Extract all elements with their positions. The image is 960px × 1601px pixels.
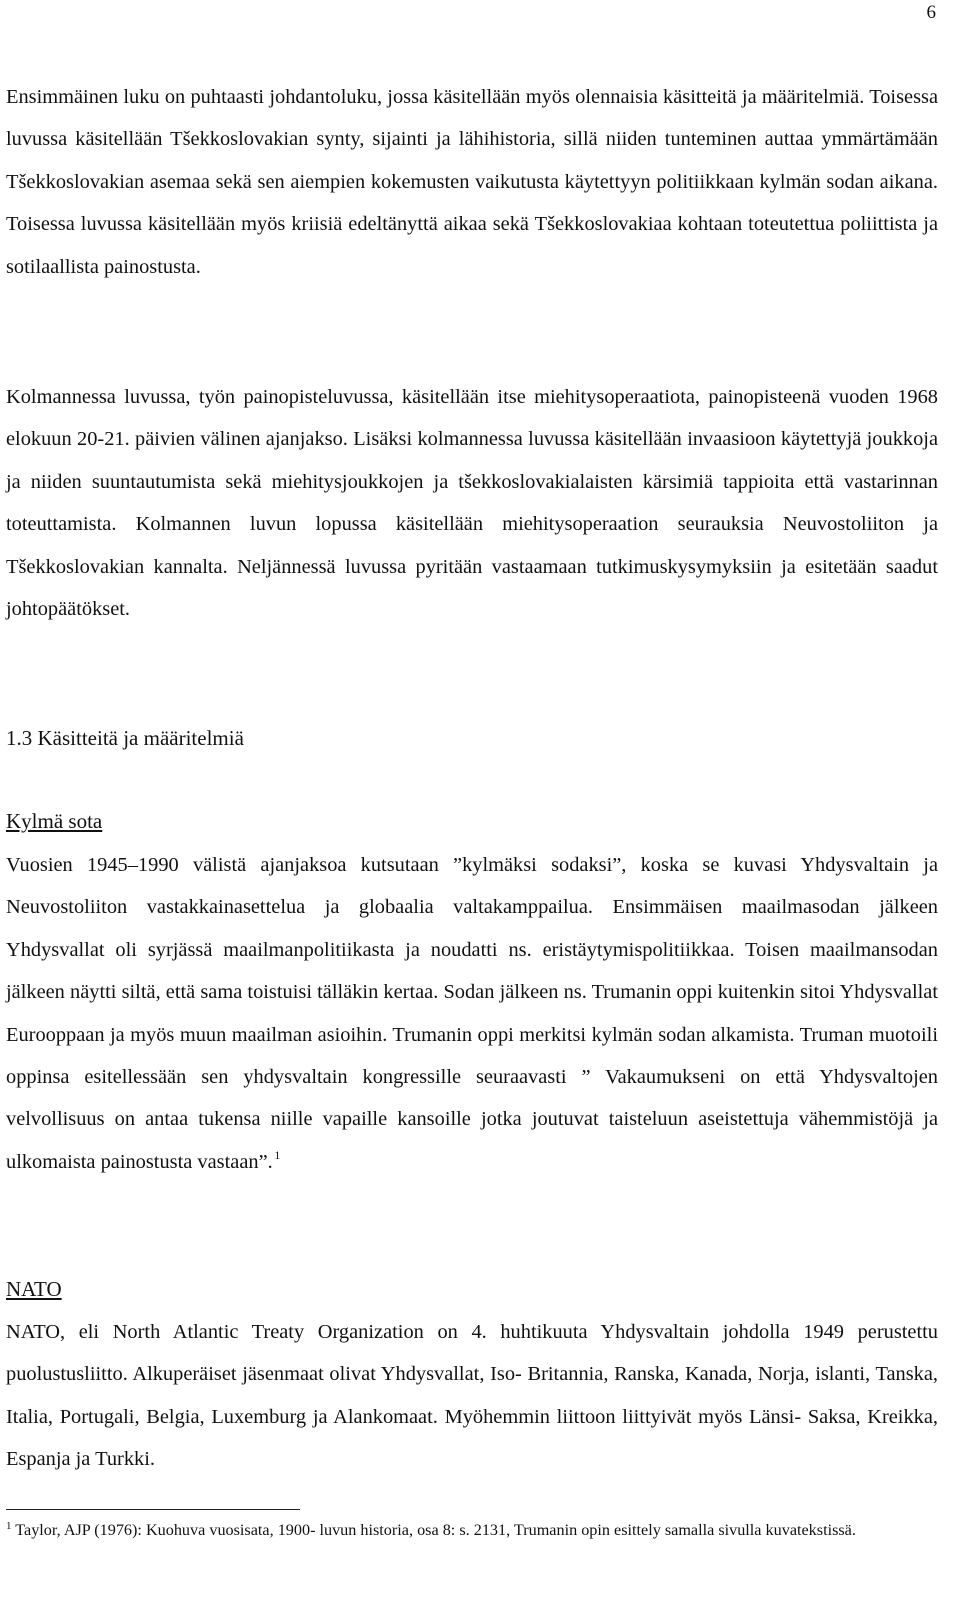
section-heading: 1.3 Käsitteitä ja määritelmiä: [6, 726, 244, 750]
nato-paragraph: NATO, eli North Atlantic Treaty Organization on 4. huhtikuuta Yhdysvaltain johdolla 1949 perustettu puolustusliitto. Alkuperäiset jäsenmaat olivat Yhdysvallat, Iso- Britannia, Ranska, Kanada, Norja, islanti, Tanska, Italia, Portugali, Belgia, Luxemburg ja Alankomaat. Myöhemmin liittoon liittyivät myös Länsi- Saksa, Kreikka, Espanja ja Turkki.: [6, 1321, 938, 1471]
footnote-reference[interactable]: 1: [274, 1147, 281, 1162]
subheading-kylma-sota: Kylmä sota: [6, 809, 103, 833]
intro-paragraph-chapters-1-2: Ensimmäinen luku on puhtaasti johdantoluku, jossa käsitellään myös olennaisia käsitteitä ja määritelmiä. Toisessa luvussa käsitellään Tšekkoslovakian synty, sijainti ja lähihistoria, sillä niiden tunteminen auttaa ymmärtämään Tšekkoslovakian asemaa sekä sen aiempien kokemusten vaikutusta käytettyyn politiikkaan kylmän sodan aikana. Toisessa luvussa käsitellään myös kriisiä edeltänyttä aikaa sekä Tšekkoslovakiaa kohtaan toteutettua poliittista ja sotilaallista painostusta.: [6, 86, 938, 278]
page-number: 6: [926, 2, 936, 23]
footnote-divider: [6, 1509, 300, 1510]
footnote-text: Taylor, AJP (1976): Kuohuva vuosisata, 1900- luvun historia, osa 8: s. 2131, Trumanin opin esittely samalla sivulla kuvatekstissä.: [11, 1521, 856, 1539]
kylma-sota-text: Vuosien 1945–1990 välistä ajanjaksoa kutsutaan ”kylmäksi sodaksi”, koska se kuvasi Yhdysvaltain ja Neuvostoliiton vastakkainasettelua ja globaalia valtakamppailua. Ensimmäisen maailmasodan jälkeen Yhdysvallat oli syrjässä maailmanpolitiikasta ja noudatti ns. eristäytymispolitiikkaa. Toisen maailmansodan jälkeen näytti siltä, että sama toistuisi tälläkin kertaa. Sodan jälkeen ns. Trumanin oppi kuitenkin sitoi Yhdysvallat Eurooppaan ja myös muun maailman asioihin. Trumanin oppi merkitsi kylmän sodan alkamista. Truman muotoili oppinsa esitellessään sen yhdysvaltain kongressille seuraavasti ” Vakaumukseni on että Yhdysvaltojen velvollisuus on antaa tukensa niille vapaille kansoille jotka joutuvat taisteluun aseistettuja vähemmistöjä ja ulkomaista painostusta vastaan”.: [6, 854, 938, 1173]
intro-paragraph-chapters-3-4: Kolmannessa luvussa, työn painopisteluvussa, käsitellään itse miehitysoperaatiota, painopisteenä vuoden 1968 elokuun 20-21. päivien välinen ajanjakso. Lisäksi kolmannessa luvussa käsitellään invaasioon käytettyjä joukkoja ja niiden suuntautumista sekä miehitysjoukkojen ja tšekkoslovakialaisten kärsimiä tappioita että vastarinnan toteuttamista. Kolmannen luvun lopussa käsitellään miehitysoperaation seurauksia Neuvostoliiton ja Tšekkoslovakian kannalta. Neljännessä luvussa pyritään vastaamaan tutkimuskysymyksiin ja esitetään saadut johtopäätökset.: [6, 386, 938, 621]
subheading-nato: NATO: [6, 1277, 62, 1301]
footnote-number: 1: [6, 1520, 12, 1532]
footnote: [6, 1520, 938, 1541]
kylma-sota-paragraph: [6, 844, 938, 1183]
